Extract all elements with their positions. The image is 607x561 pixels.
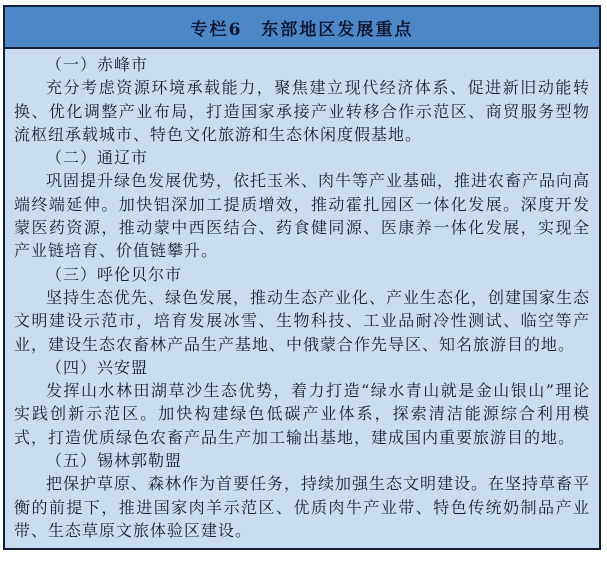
section-body-chifeng: 充分考虑资源环境承载能力，聚焦建立现代经济体系、促进新旧动能转换、优化调整产业布局，打造国家承接产业转移合作示范区、商贸服务型物流枢纽承载城市、特色文化旅游和生态休闲度假基地。 <box>14 78 590 144</box>
highlight-box <box>3 5 601 550</box>
section-heading-tongliao: （二）通辽市 <box>46 148 149 168</box>
panel-title: 专栏6 东部地区发展重点 <box>5 7 599 49</box>
section-heading-chifeng: （一）赤峰市 <box>46 55 149 74</box>
section-heading-hinggan: （四）兴安盟 <box>46 357 149 377</box>
section-body-tongliao: 巩固提升绿色发展优势，依托玉米、肉牛等产业基础，推进农畜产品向高端终端延伸。加快铝深加工提质增效，推动霍扎园区一体化发展。深度开发蒙医药资源，推动蒙中西医结合、药食健同源、医康养一体化发展，实现全产业链培育、价值链攀升。 <box>14 171 591 261</box>
section-body-hulunbuir: 坚持生态优先、绿色发展，推动生态产业化、产业生态化，创建国家生态文明建设示范市，培育发展冰雪、生物科技、工业品耐冷性测试、临空等产业，建设生态农畜林产品生产基地、中俄蒙合作先导区、知名旅游目的地。 <box>14 287 591 354</box>
section-heading-xilingol: （五）锡林郭勒盟 <box>46 451 183 471</box>
section-heading-hulunbuir: （三）呼伦贝尔市 <box>46 264 183 284</box>
section-body-hinggan: 发挥山水林田湖草沙生态优势，着力打造“绿水青山就是金山银山”理论实践创新示范区。加快构建绿色低碳产业体系，探索清洁能源综合利用模式，打造优质绿色农畜产品生产加工输出基地，建成国内重要旅游目的地。 <box>14 381 590 447</box>
section-body-xilingol: 把保护草原、森林作为首要任务，持续加强生态文明建设。在坚持草畜平衡的前提下，推进国家肉羊示范区、优质肉牛产业带、特色传统奶制品产业带、生态草原文旅体验区建设。 <box>14 474 591 540</box>
panel-body <box>5 49 599 548</box>
